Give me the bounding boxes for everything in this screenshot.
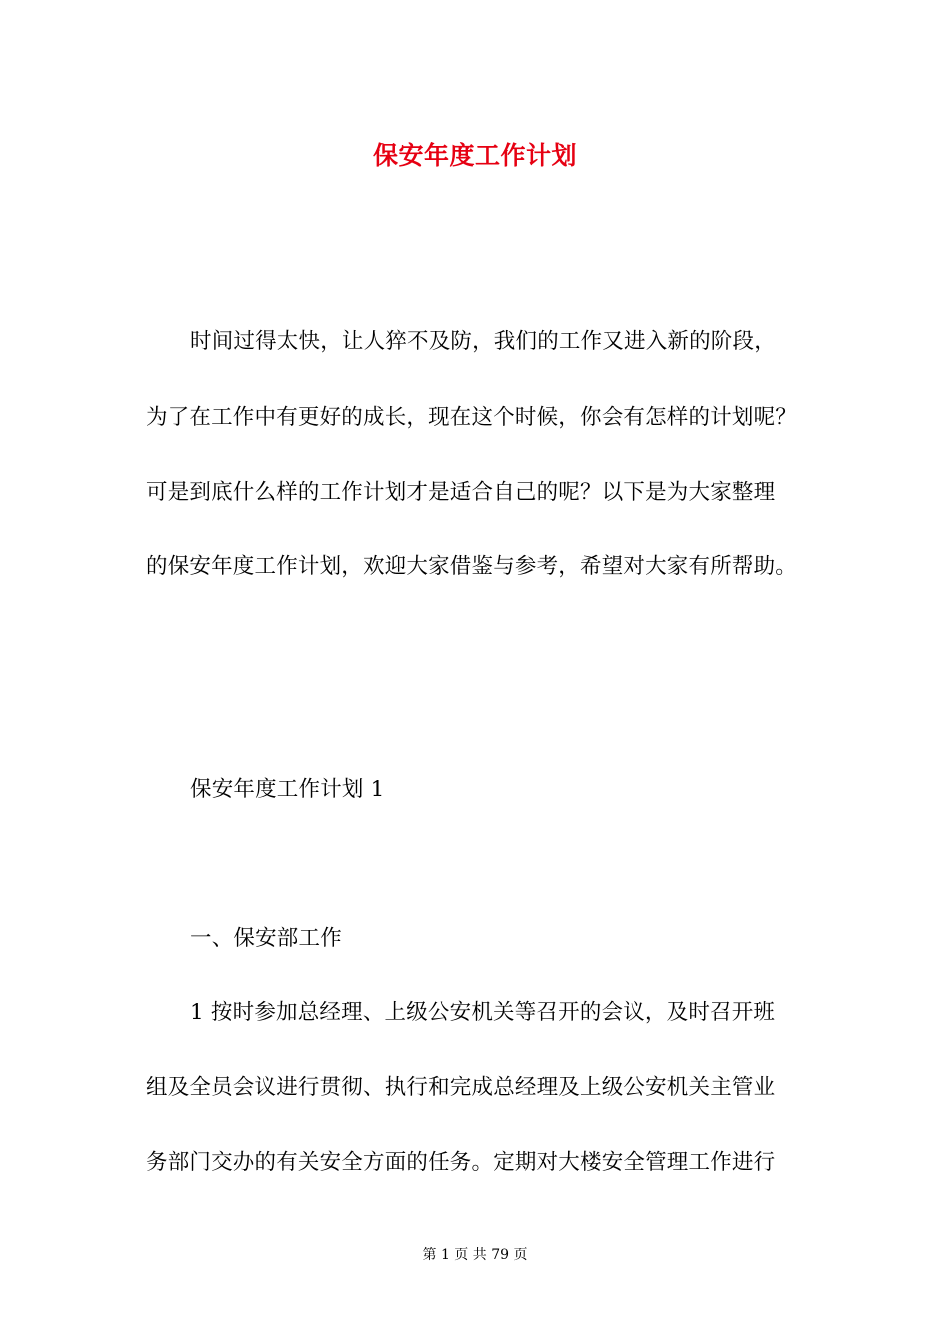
body-line-3: 务部门交办的有关安全方面的任务。定期对大楼安全管理工作进行 — [146, 1150, 776, 1175]
intro-line-1: 时间过得太快，让人猝不及防，我们的工作又进入新的阶段， — [190, 329, 776, 354]
intro-line-2: 为了在工作中有更好的成长，现在这个时候，你会有怎样的计划呢？ — [146, 405, 798, 430]
page-footer: 第 1 页 共 79 页 — [422, 1247, 528, 1263]
subsection-title: 一、保安部工作 — [190, 926, 342, 951]
document-title: 保安年度工作计划 — [372, 141, 577, 170]
section-title: 保安年度工作计划 1 — [190, 777, 385, 802]
body-line-1: 1 按时参加总经理、上级公安机关等召开的会议，及时召开班 — [190, 1000, 776, 1025]
intro-line-3: 可是到底什么样的工作计划才是适合自己的呢？以下是为大家整理 — [146, 480, 776, 505]
intro-line-4: 的保安年度工作计划，欢迎大家借鉴与参考，希望对大家有所帮助。 — [146, 554, 798, 579]
body-line-2: 组及全员会议进行贯彻、执行和完成总经理及上级公安机关主管业 — [146, 1075, 776, 1100]
